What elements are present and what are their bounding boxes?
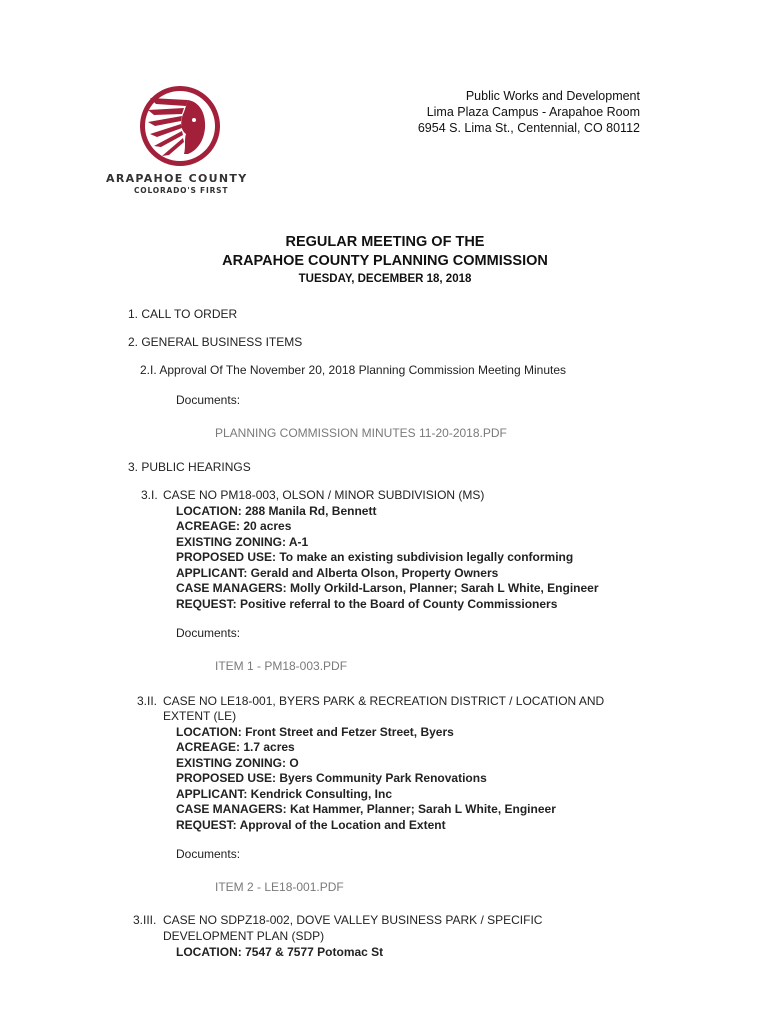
- item-3-2-acreage: ACREAGE: 1.7 acres: [176, 740, 295, 754]
- logo-tagline: COLORADO'S FIRST: [134, 186, 229, 195]
- item-3-3-title-cont: DEVELOPMENT PLAN (SDP): [163, 929, 325, 943]
- logo-name: ARAPAHOE COUNTY: [106, 172, 248, 185]
- item-3-1-location: LOCATION: 288 Manila Rd, Bennett: [176, 504, 377, 518]
- section-public-hearings: 3. PUBLIC HEARINGS: [128, 460, 251, 474]
- item-3-1-title: CASE NO PM18-003, OLSON / MINOR SUBDIVISION (MS): [163, 488, 485, 502]
- documents-label: Documents:: [176, 393, 241, 407]
- item-3-2-location: LOCATION: Front Street and Fetzer Street, Byers: [176, 725, 454, 739]
- item-3-1-zoning: EXISTING ZONING: A-1: [176, 535, 309, 549]
- item-3-2-request: REQUEST: Approval of the Location and Extent: [176, 818, 446, 832]
- item-2-1-label: 2.I. Approval Of The November 20, 2018 Planning Commission Meeting Minutes: [140, 363, 566, 377]
- item-2-pdf-link[interactable]: ITEM 2 - LE18-001.PDF: [215, 880, 344, 894]
- department-name: Public Works and Development: [465, 89, 640, 103]
- item-3-3-title: CASE NO SDPZ18-002, DOVE VALLEY BUSINESS PARK / SPECIFIC: [163, 913, 543, 927]
- item-3-3-location: LOCATION: 7547 & 7577 Potomac St: [176, 945, 384, 959]
- section-general-business: 2. GENERAL BUSINESS ITEMS: [128, 335, 303, 349]
- commission-title: ARAPAHOE COUNTY PLANNING COMMISSION: [222, 253, 548, 269]
- item-1-pdf-link[interactable]: ITEM 1 - PM18-003.PDF: [215, 659, 348, 673]
- item-3-1-proposed-use: PROPOSED USE: To make an existing subdivision legally conforming: [176, 550, 574, 564]
- item-3-1-case-managers: CASE MANAGERS: Molly Orkild-Larson, Planner; Sarah L White, Engineer: [176, 581, 599, 595]
- item-3-2-title: CASE NO LE18-001, BYERS PARK & RECREATION DISTRICT / LOCATION AND: [163, 694, 605, 708]
- native-headdress-seal-icon: [136, 84, 224, 168]
- item-3-2-case-managers: CASE MANAGERS: Kat Hammer, Planner; Sarah L White, Engineer: [176, 802, 556, 816]
- item-3-2-zoning: EXISTING ZONING: O: [176, 756, 299, 770]
- county-logo: [106, 84, 256, 195]
- item-3-1-request: REQUEST: Positive referral to the Board of County Commissioners: [176, 597, 558, 611]
- item-3-1-applicant: APPLICANT: Gerald and Alberta Olson, Property Owners: [176, 566, 499, 580]
- meeting-title: REGULAR MEETING OF THE: [285, 234, 485, 250]
- item-3-2-proposed-use: PROPOSED USE: Byers Community Park Renovations: [176, 771, 487, 785]
- documents-label: Documents:: [176, 847, 241, 861]
- street-address: 6954 S. Lima St., Centennial, CO 80112: [417, 121, 640, 135]
- item-3-1-acreage: ACREAGE: 20 acres: [176, 519, 292, 533]
- item-3-2-applicant: APPLICANT: Kendrick Consulting, Inc: [176, 787, 393, 801]
- item-3-1-number: 3.I.: [141, 488, 158, 502]
- meeting-date: TUESDAY, DECEMBER 18, 2018: [298, 273, 472, 285]
- item-3-3-number: 3.III.: [133, 913, 157, 927]
- campus-room: Lima Plaza Campus - Arapahoe Room: [426, 105, 640, 119]
- documents-label: Documents:: [176, 626, 241, 640]
- header-address: [418, 88, 640, 136]
- item-3-2-number: 3.II.: [137, 694, 158, 708]
- item-3-2-title-cont: EXTENT (LE): [163, 709, 237, 723]
- section-call-to-order: 1. CALL TO ORDER: [128, 307, 238, 321]
- minutes-pdf-link[interactable]: PLANNING COMMISSION MINUTES 11-20-2018.PDF: [215, 426, 507, 440]
